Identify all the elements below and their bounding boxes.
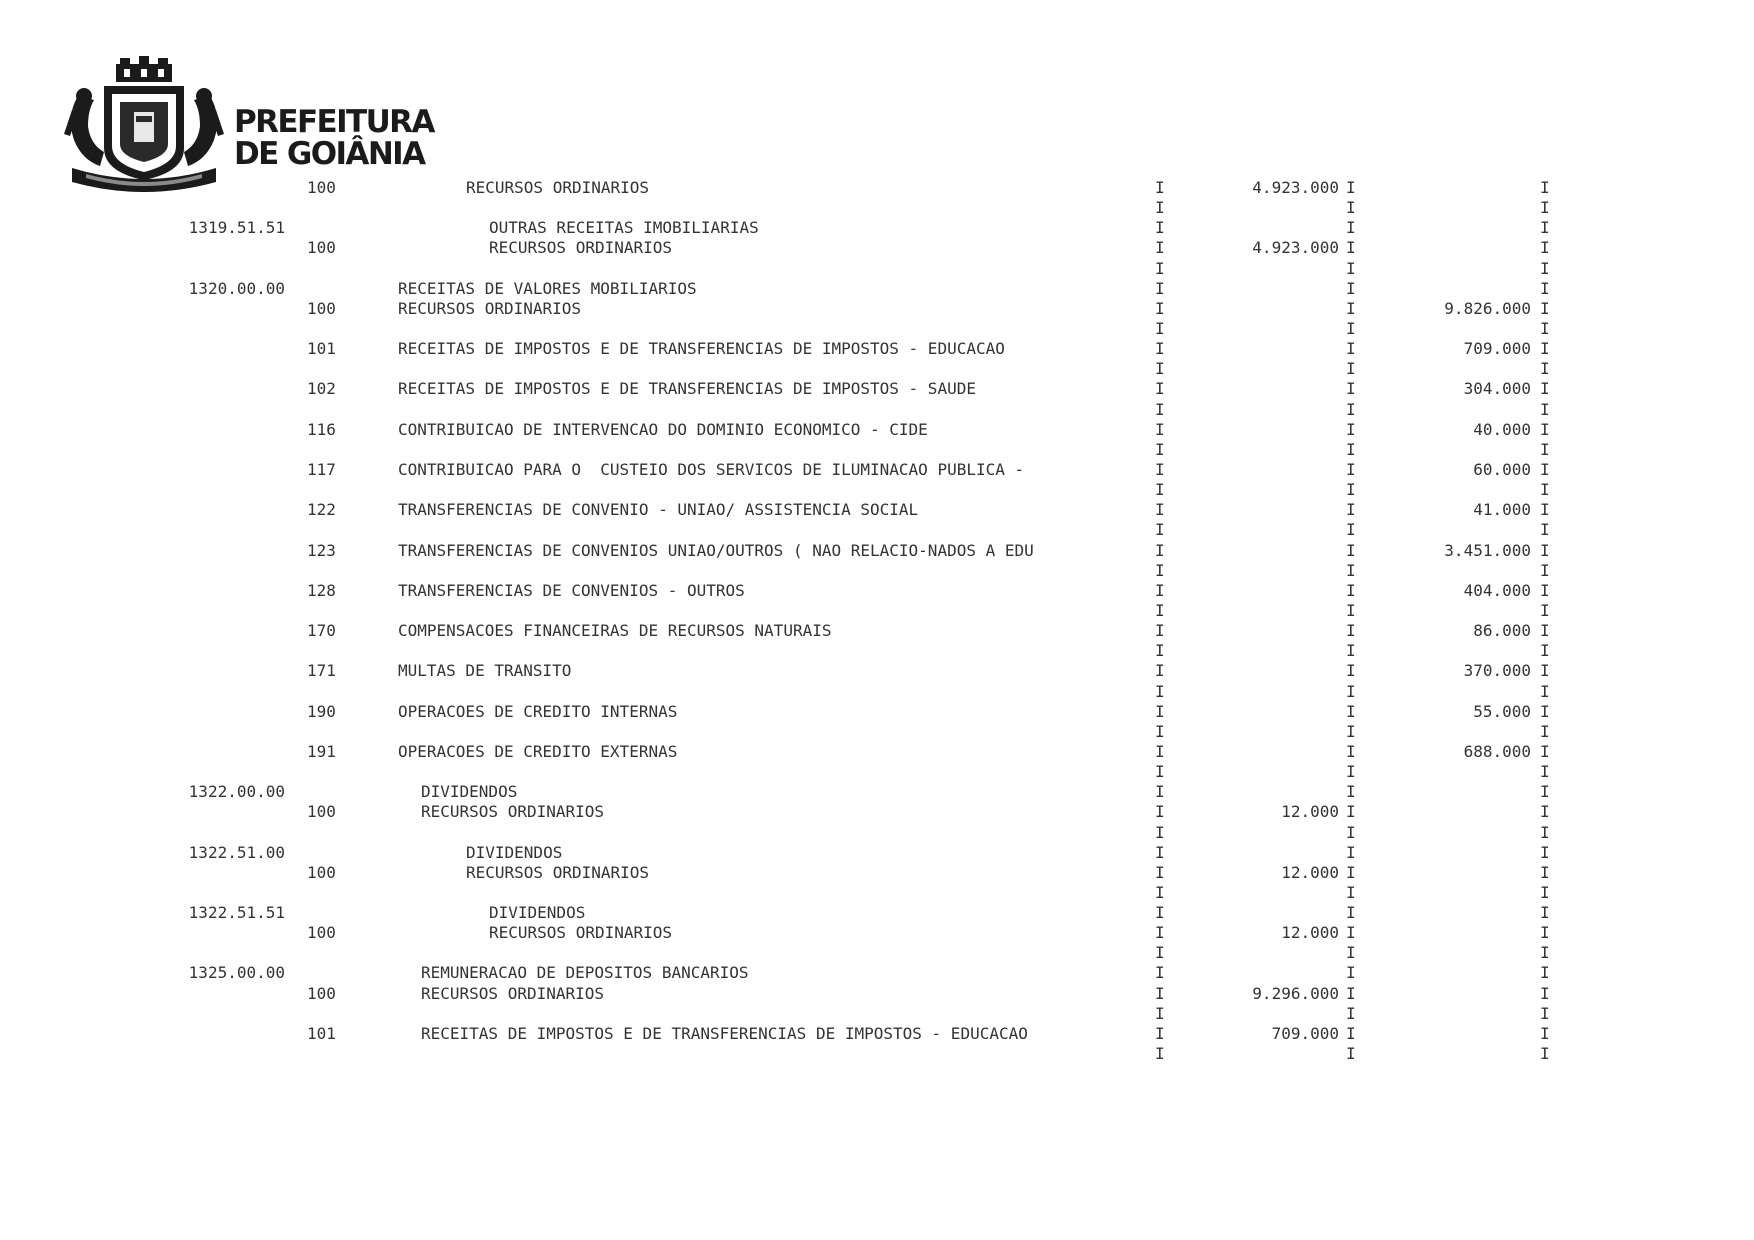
report-row bbox=[0, 802, 1754, 822]
column-separator: I bbox=[1346, 480, 1356, 500]
report-row bbox=[0, 561, 1754, 581]
column-separator: I bbox=[1540, 943, 1550, 963]
account-description: DIVIDENDOS bbox=[466, 842, 563, 862]
column-separator: I bbox=[1540, 983, 1550, 1003]
column-separator: I bbox=[1346, 661, 1356, 681]
report-row bbox=[0, 702, 1754, 722]
column-separator: I bbox=[1346, 238, 1356, 258]
report-row bbox=[0, 782, 1754, 802]
column-separator: I bbox=[1540, 580, 1550, 600]
report-row bbox=[0, 379, 1754, 399]
logo-line-1: PREFEITURA bbox=[234, 104, 434, 140]
account-description: TRANSFERENCIAS DE CONVENIOS - OUTROS bbox=[398, 580, 745, 600]
report-row bbox=[0, 1044, 1754, 1064]
column-separator: I bbox=[1540, 762, 1550, 782]
amount-column-2: 60.000 bbox=[1473, 459, 1531, 479]
report-row bbox=[0, 641, 1754, 661]
resource-source-code: 100 bbox=[307, 298, 336, 318]
column-separator: I bbox=[1540, 862, 1550, 882]
column-separator: I bbox=[1540, 681, 1550, 701]
column-separator: I bbox=[1540, 701, 1550, 721]
amount-column-2: 41.000 bbox=[1473, 500, 1531, 520]
resource-source-code: 117 bbox=[307, 459, 336, 479]
city-coat-of-arms-icon bbox=[64, 56, 224, 196]
column-separator: I bbox=[1540, 1003, 1550, 1023]
account-code: 1322.51.51 bbox=[188, 903, 285, 923]
column-separator: I bbox=[1346, 600, 1356, 620]
report-row bbox=[0, 661, 1754, 681]
column-separator: I bbox=[1155, 762, 1165, 782]
account-description: COMPENSACOES FINANCEIRAS DE RECURSOS NATURAIS bbox=[398, 621, 832, 641]
resource-source-code: 100 bbox=[307, 178, 336, 197]
report-row bbox=[0, 319, 1754, 339]
column-separator: I bbox=[1346, 258, 1356, 278]
column-separator: I bbox=[1346, 278, 1356, 298]
report-row bbox=[0, 943, 1754, 963]
column-separator: I bbox=[1155, 882, 1165, 902]
account-code: 1320.00.00 bbox=[188, 278, 285, 298]
column-separator: I bbox=[1155, 500, 1165, 520]
column-separator: I bbox=[1346, 923, 1356, 943]
column-separator: I bbox=[1540, 903, 1550, 923]
column-separator: I bbox=[1155, 359, 1165, 379]
logo-wordmark bbox=[234, 106, 434, 170]
report-row bbox=[0, 420, 1754, 440]
resource-source-code: 122 bbox=[307, 500, 336, 520]
amount-column-2: 688.000 bbox=[1463, 741, 1531, 761]
column-separator: I bbox=[1346, 822, 1356, 842]
column-separator: I bbox=[1155, 399, 1165, 419]
column-separator: I bbox=[1540, 600, 1550, 620]
report-row bbox=[0, 299, 1754, 319]
column-separator: I bbox=[1155, 459, 1165, 479]
account-description: RECURSOS ORDINARIOS bbox=[489, 238, 673, 258]
column-separator: I bbox=[1155, 480, 1165, 500]
amount-column-1: 12.000 bbox=[1281, 862, 1339, 882]
column-separator: I bbox=[1540, 318, 1550, 338]
report-row bbox=[0, 541, 1754, 561]
account-description: DIVIDENDOS bbox=[489, 903, 586, 923]
report-row bbox=[0, 883, 1754, 903]
resource-source-code: 100 bbox=[307, 983, 336, 1003]
resource-source-code: 100 bbox=[307, 238, 336, 258]
report-row bbox=[0, 500, 1754, 520]
column-separator: I bbox=[1540, 741, 1550, 761]
column-separator: I bbox=[1540, 621, 1550, 641]
account-description: MULTAS DE TRANSITO bbox=[398, 661, 572, 681]
report-row bbox=[0, 963, 1754, 983]
report-row bbox=[0, 863, 1754, 883]
column-separator: I bbox=[1346, 802, 1356, 822]
report-row bbox=[0, 923, 1754, 943]
column-separator: I bbox=[1346, 903, 1356, 923]
amount-column-1: 4.923.000 bbox=[1252, 178, 1339, 197]
column-separator: I bbox=[1155, 318, 1165, 338]
resource-source-code: 128 bbox=[307, 580, 336, 600]
column-separator: I bbox=[1155, 842, 1165, 862]
column-separator: I bbox=[1155, 721, 1165, 741]
column-separator: I bbox=[1346, 983, 1356, 1003]
column-separator: I bbox=[1540, 218, 1550, 238]
logo-line-2: DE GOIÂNIA bbox=[234, 136, 425, 172]
column-separator: I bbox=[1155, 258, 1165, 278]
column-separator: I bbox=[1540, 419, 1550, 439]
column-separator: I bbox=[1540, 641, 1550, 661]
account-description: DIVIDENDOS bbox=[421, 782, 518, 802]
column-separator: I bbox=[1540, 560, 1550, 580]
resource-source-code: 123 bbox=[307, 540, 336, 560]
column-separator: I bbox=[1346, 963, 1356, 983]
resource-source-code: 100 bbox=[307, 802, 336, 822]
report-row bbox=[0, 581, 1754, 601]
account-code: 1325.00.00 bbox=[188, 963, 285, 983]
resource-source-code: 190 bbox=[307, 701, 336, 721]
column-separator: I bbox=[1540, 1023, 1550, 1043]
amount-column-2: 86.000 bbox=[1473, 621, 1531, 641]
amount-column-2: 55.000 bbox=[1473, 701, 1531, 721]
column-separator: I bbox=[1346, 762, 1356, 782]
column-separator: I bbox=[1155, 218, 1165, 238]
column-separator: I bbox=[1346, 560, 1356, 580]
report-row bbox=[0, 621, 1754, 641]
resource-source-code: 100 bbox=[307, 862, 336, 882]
report-row bbox=[0, 198, 1754, 218]
account-description: OPERACOES DE CREDITO INTERNAS bbox=[398, 701, 678, 721]
column-separator: I bbox=[1540, 399, 1550, 419]
column-separator: I bbox=[1346, 701, 1356, 721]
resource-source-code: 100 bbox=[307, 923, 336, 943]
column-separator: I bbox=[1346, 318, 1356, 338]
account-code: 1322.51.00 bbox=[188, 842, 285, 862]
amount-column-1: 12.000 bbox=[1281, 923, 1339, 943]
column-separator: I bbox=[1346, 178, 1356, 197]
account-description: RECURSOS ORDINARIOS bbox=[466, 862, 650, 882]
amount-column-2: 404.000 bbox=[1463, 580, 1531, 600]
account-description: RECURSOS ORDINARIOS bbox=[421, 983, 605, 1003]
column-separator: I bbox=[1540, 520, 1550, 540]
column-separator: I bbox=[1346, 298, 1356, 318]
column-separator: I bbox=[1155, 1044, 1165, 1064]
column-separator: I bbox=[1540, 298, 1550, 318]
account-description: RECURSOS ORDINARIOS bbox=[466, 178, 650, 197]
report-row bbox=[0, 682, 1754, 702]
amount-column-2: 370.000 bbox=[1463, 661, 1531, 681]
column-separator: I bbox=[1155, 701, 1165, 721]
account-description: OPERACOES DE CREDITO EXTERNAS bbox=[398, 741, 678, 761]
column-separator: I bbox=[1346, 439, 1356, 459]
column-separator: I bbox=[1155, 238, 1165, 258]
column-separator: I bbox=[1540, 661, 1550, 681]
report-row bbox=[0, 218, 1754, 238]
report-row bbox=[0, 903, 1754, 923]
column-separator: I bbox=[1346, 782, 1356, 802]
column-separator: I bbox=[1155, 540, 1165, 560]
column-separator: I bbox=[1540, 178, 1550, 197]
revenue-report-table bbox=[0, 178, 1754, 1064]
account-description: OUTRAS RECEITAS IMOBILIARIAS bbox=[489, 218, 759, 238]
column-separator: I bbox=[1346, 540, 1356, 560]
resource-source-code: 191 bbox=[307, 741, 336, 761]
column-separator: I bbox=[1346, 459, 1356, 479]
column-separator: I bbox=[1155, 1023, 1165, 1043]
amount-column-1: 12.000 bbox=[1281, 802, 1339, 822]
column-separator: I bbox=[1540, 963, 1550, 983]
column-separator: I bbox=[1155, 621, 1165, 641]
column-separator: I bbox=[1155, 560, 1165, 580]
column-separator: I bbox=[1155, 520, 1165, 540]
column-separator: I bbox=[1346, 500, 1356, 520]
column-separator: I bbox=[1540, 1044, 1550, 1064]
column-separator: I bbox=[1540, 359, 1550, 379]
resource-source-code: 171 bbox=[307, 661, 336, 681]
column-separator: I bbox=[1155, 298, 1165, 318]
column-separator: I bbox=[1155, 178, 1165, 197]
column-separator: I bbox=[1346, 882, 1356, 902]
report-row bbox=[0, 400, 1754, 420]
column-separator: I bbox=[1540, 802, 1550, 822]
account-description: REMUNERACAO DE DEPOSITOS BANCARIOS bbox=[421, 963, 749, 983]
report-row bbox=[0, 823, 1754, 843]
column-separator: I bbox=[1346, 379, 1356, 399]
account-description: TRANSFERENCIAS DE CONVENIO - UNIAO/ ASSISTENCIA SOCIAL bbox=[398, 500, 919, 520]
column-separator: I bbox=[1540, 459, 1550, 479]
report-row bbox=[0, 601, 1754, 621]
column-separator: I bbox=[1540, 198, 1550, 218]
report-row bbox=[0, 359, 1754, 379]
report-row bbox=[0, 1004, 1754, 1024]
column-separator: I bbox=[1540, 721, 1550, 741]
report-row bbox=[0, 520, 1754, 540]
amount-column-2: 3.451.000 bbox=[1444, 540, 1531, 560]
column-separator: I bbox=[1540, 540, 1550, 560]
column-separator: I bbox=[1540, 782, 1550, 802]
report-row bbox=[0, 339, 1754, 359]
column-separator: I bbox=[1540, 923, 1550, 943]
account-description: RECEITAS DE VALORES MOBILIARIOS bbox=[398, 278, 697, 298]
column-separator: I bbox=[1155, 379, 1165, 399]
column-separator: I bbox=[1346, 580, 1356, 600]
resource-source-code: 101 bbox=[307, 1023, 336, 1043]
column-separator: I bbox=[1346, 721, 1356, 741]
column-separator: I bbox=[1540, 238, 1550, 258]
report-row bbox=[0, 238, 1754, 258]
report-row bbox=[0, 440, 1754, 460]
report-row bbox=[0, 480, 1754, 500]
column-separator: I bbox=[1346, 359, 1356, 379]
column-separator: I bbox=[1155, 903, 1165, 923]
resource-source-code: 102 bbox=[307, 379, 336, 399]
account-description: RECEITAS DE IMPOSTOS E DE TRANSFERENCIAS DE IMPOSTOS - EDUCACAO bbox=[421, 1023, 1028, 1043]
column-separator: I bbox=[1155, 198, 1165, 218]
report-row bbox=[0, 843, 1754, 863]
column-separator: I bbox=[1540, 480, 1550, 500]
column-separator: I bbox=[1540, 278, 1550, 298]
column-separator: I bbox=[1155, 782, 1165, 802]
column-separator: I bbox=[1346, 641, 1356, 661]
report-row bbox=[0, 984, 1754, 1004]
column-separator: I bbox=[1155, 822, 1165, 842]
column-separator: I bbox=[1540, 439, 1550, 459]
column-separator: I bbox=[1155, 681, 1165, 701]
resource-source-code: 170 bbox=[307, 621, 336, 641]
report-row bbox=[0, 279, 1754, 299]
account-description: RECEITAS DE IMPOSTOS E DE TRANSFERENCIAS DE IMPOSTOS - EDUCACAO bbox=[398, 339, 1005, 359]
column-separator: I bbox=[1346, 419, 1356, 439]
column-separator: I bbox=[1346, 621, 1356, 641]
column-separator: I bbox=[1540, 882, 1550, 902]
column-separator: I bbox=[1155, 580, 1165, 600]
column-separator: I bbox=[1155, 802, 1165, 822]
report-row bbox=[0, 460, 1754, 480]
column-separator: I bbox=[1155, 741, 1165, 761]
account-description: RECURSOS ORDINARIOS bbox=[398, 298, 582, 318]
account-description: TRANSFERENCIAS DE CONVENIOS UNIAO/OUTROS ( NAO RELACIO-NADOS A EDU bbox=[398, 540, 1034, 560]
column-separator: I bbox=[1540, 258, 1550, 278]
column-separator: I bbox=[1155, 339, 1165, 359]
column-separator: I bbox=[1155, 963, 1165, 983]
amount-column-2: 304.000 bbox=[1463, 379, 1531, 399]
account-description: RECEITAS DE IMPOSTOS E DE TRANSFERENCIAS DE IMPOSTOS - SAUDE bbox=[398, 379, 976, 399]
column-separator: I bbox=[1346, 741, 1356, 761]
column-separator: I bbox=[1346, 520, 1356, 540]
report-row bbox=[0, 722, 1754, 742]
column-separator: I bbox=[1346, 862, 1356, 882]
account-code: 1322.00.00 bbox=[188, 782, 285, 802]
column-separator: I bbox=[1346, 198, 1356, 218]
column-separator: I bbox=[1155, 419, 1165, 439]
column-separator: I bbox=[1155, 983, 1165, 1003]
report-row bbox=[0, 178, 1754, 198]
column-separator: I bbox=[1346, 399, 1356, 419]
column-separator: I bbox=[1540, 379, 1550, 399]
prefeitura-logo bbox=[64, 56, 434, 196]
column-separator: I bbox=[1540, 500, 1550, 520]
account-description: CONTRIBUICAO PARA O CUSTEIO DOS SERVICOS DE ILUMINACAO PUBLICA - bbox=[398, 459, 1025, 479]
resource-source-code: 101 bbox=[307, 339, 336, 359]
amount-column-1: 9.296.000 bbox=[1252, 983, 1339, 1003]
column-separator: I bbox=[1155, 862, 1165, 882]
amount-column-1: 4.923.000 bbox=[1252, 238, 1339, 258]
column-separator: I bbox=[1346, 218, 1356, 238]
amount-column-2: 709.000 bbox=[1463, 339, 1531, 359]
report-row bbox=[0, 1024, 1754, 1044]
column-separator: I bbox=[1346, 1023, 1356, 1043]
account-description: RECURSOS ORDINARIOS bbox=[489, 923, 673, 943]
amount-column-1: 709.000 bbox=[1271, 1023, 1339, 1043]
column-separator: I bbox=[1540, 842, 1550, 862]
column-separator: I bbox=[1346, 339, 1356, 359]
account-description: CONTRIBUICAO DE INTERVENCAO DO DOMINIO ECONOMICO - CIDE bbox=[398, 419, 928, 439]
column-separator: I bbox=[1346, 943, 1356, 963]
column-separator: I bbox=[1155, 943, 1165, 963]
column-separator: I bbox=[1346, 842, 1356, 862]
column-separator: I bbox=[1155, 600, 1165, 620]
column-separator: I bbox=[1346, 1044, 1356, 1064]
report-row bbox=[0, 742, 1754, 762]
report-row bbox=[0, 259, 1754, 279]
amount-column-2: 9.826.000 bbox=[1444, 298, 1531, 318]
column-separator: I bbox=[1540, 339, 1550, 359]
column-separator: I bbox=[1155, 1003, 1165, 1023]
report-row bbox=[0, 762, 1754, 782]
column-separator: I bbox=[1155, 661, 1165, 681]
column-separator: I bbox=[1155, 439, 1165, 459]
column-separator: I bbox=[1155, 923, 1165, 943]
amount-column-2: 40.000 bbox=[1473, 419, 1531, 439]
resource-source-code: 116 bbox=[307, 419, 336, 439]
account-code: 1319.51.51 bbox=[188, 218, 285, 238]
column-separator: I bbox=[1155, 641, 1165, 661]
column-separator: I bbox=[1346, 1003, 1356, 1023]
account-description: RECURSOS ORDINARIOS bbox=[421, 802, 605, 822]
column-separator: I bbox=[1540, 822, 1550, 842]
column-separator: I bbox=[1346, 681, 1356, 701]
column-separator: I bbox=[1155, 278, 1165, 298]
